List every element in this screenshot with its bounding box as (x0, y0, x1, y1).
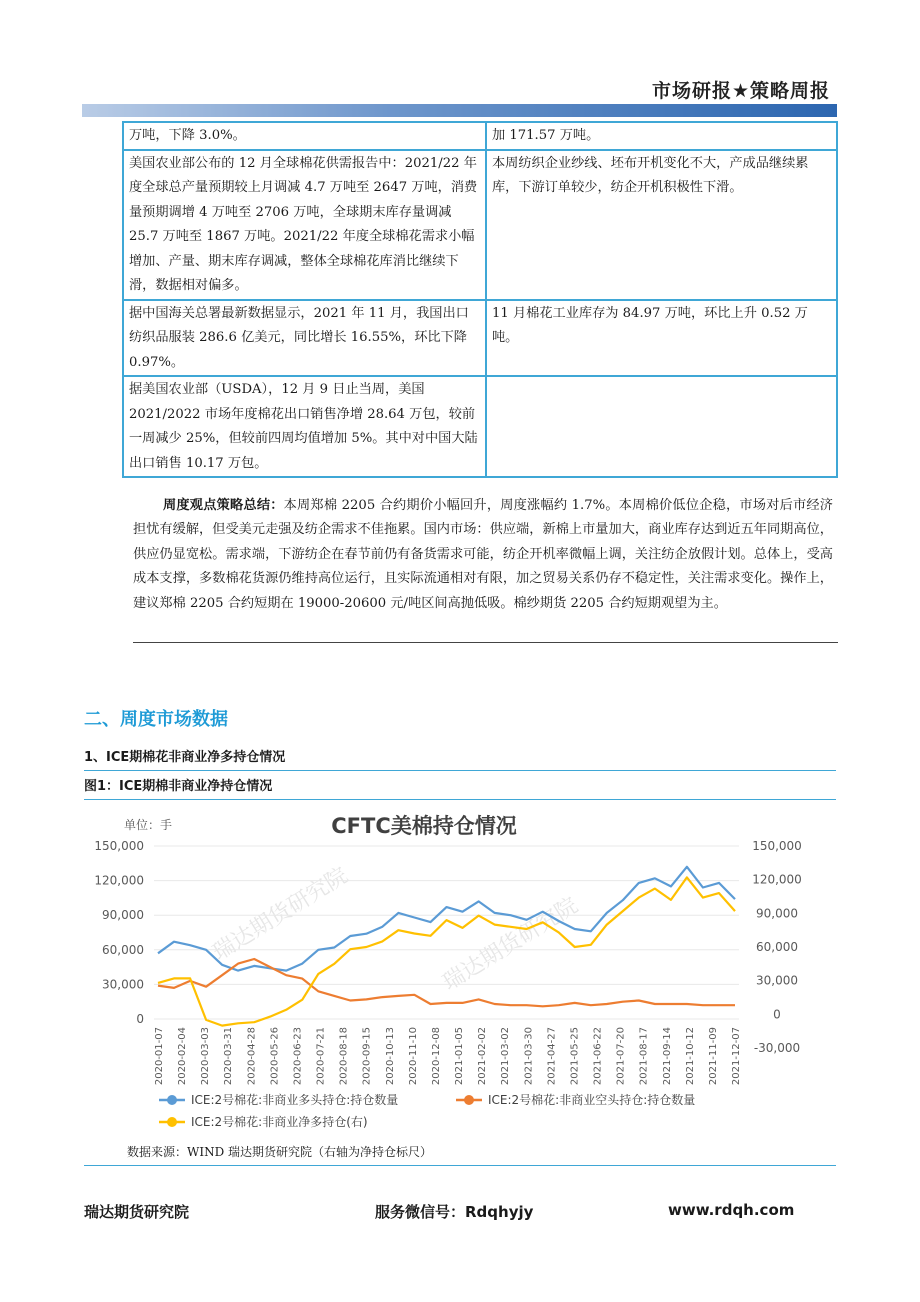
figure-caption: 图1：ICE期棉非商业净持仓情况 (84, 775, 836, 800)
legend-marker (167, 1095, 177, 1105)
right-tick-label: 60,000 (756, 940, 798, 954)
summary-text: 本周郑棉 2205 合约期价小幅回升，周度涨幅约 1.7%。本周棉价低位企稳，市场对后市经济担忧有缓解，但受美元走强及纺企需求不佳拖累。国内市场：供应端，新棉上市量加大，商业库存达到近五年同期高位，供应仍显宽松。需求端，下游纺企在春节前仍有备货需求可能，纺企开机率微幅上调，关注纺企放假计划。总体上，受高成本支撑，多数棉花货源仍维持高位运行，且实际流通相对有限，加之贸易关系仍存不稳定性，关注需求变化。操作上，建议郑棉 2205 合约短期在 19000-20600 元/吨区间高抛低吸。棉纱期货 2205 合约短期观望为主。 (133, 498, 833, 611)
section-title: 二、周度市场数据 (84, 709, 228, 730)
left-tick-label: 30,000 (102, 977, 144, 992)
right-tick-label: 150,000 (752, 839, 802, 853)
x-tick-label: 2021-08-17 (638, 1027, 650, 1086)
x-tick-label: 2021-11-09 (707, 1027, 719, 1086)
x-tick-label: 2021-06-22 (592, 1027, 604, 1086)
x-tick-label: 2020-08-18 (338, 1027, 350, 1086)
x-tick-label: 2021-03-02 (500, 1027, 512, 1086)
header-title: 市场研报★策略周报 (651, 80, 830, 102)
table-cell (486, 376, 837, 477)
chart-title: CFTC美棉持仓情况 (331, 814, 517, 838)
x-tick-label: 2021-10-12 (684, 1027, 696, 1086)
legend-label: ICE:2号棉花:非商业净多持仓(右) (191, 1115, 368, 1129)
footer-org: 瑞达期货研究院 (84, 1203, 190, 1221)
x-tick-label: 2020-03-03 (200, 1027, 212, 1086)
legend-marker (167, 1117, 177, 1127)
x-tick-label: 2021-09-14 (661, 1027, 673, 1086)
table-row (123, 376, 837, 477)
left-tick-label: 60,000 (102, 942, 144, 957)
table-cell: 美国农业部公布的 12 月全球棉花供需报告中：2021/22 年度全球总产量预期较上月调减 4.7 万吨至 2647 万吨，消费量预期调增 4 万吨至 2706 万吨，全球期末库存量调减 25.7 万吨至 1867 万吨。2021/22 年度全球棉花需求小幅增加、产量、期末库存调减，整体全球棉花库消比继续下滑，数据相对偏多。 (123, 150, 486, 300)
table-cell: 据美国农业部（USDA），12 月 9 日止当周，美国 2021/2022 市场年度棉花出口销售净增 28.64 万包，较前一周减少 25%，但较前四周均值增加 5%。其中对中国大陆出口销售 10.17 万包。 (123, 376, 486, 477)
summary-lead: 周度观点策略总结： (163, 498, 284, 513)
divider (84, 1165, 836, 1166)
x-tick-label: 2020-01-07 (154, 1027, 165, 1086)
divider (133, 642, 838, 643)
table-cell: 11 月棉花工业库存为 84.97 万吨，环比上升 0.52 万吨。 (486, 300, 837, 377)
x-tick-label: 2020-12-08 (430, 1027, 442, 1086)
x-tick-label: 2020-02-04 (177, 1027, 189, 1086)
legend-label: ICE:2号棉花:非商业多头持仓:持仓数量 (191, 1093, 399, 1107)
legend-marker (464, 1095, 474, 1105)
x-tick-label: 2021-03-30 (523, 1027, 535, 1086)
right-tick-label: 120,000 (752, 872, 802, 887)
x-tick-label: 2020-05-26 (269, 1027, 281, 1086)
x-tick-label: 2021-12-07 (731, 1027, 742, 1086)
x-tick-label: 2020-10-13 (384, 1027, 396, 1086)
footer-website[interactable]: www.rdqh.com (668, 1201, 795, 1219)
table-cell: 据中国海关总署最新数据显示，2021 年 11 月，我国出口纺织品服装 286.6 亿美元，同比增长 16.55%，环比下降 0.97%。 (123, 300, 486, 377)
table-cell: 本周纺织企业纱线、坯布开机变化不大，产成品继续累库，下游订单较少，纺企开机积极性下滑。 (486, 150, 837, 300)
watermark: 瑞达期货研究院 (438, 893, 583, 996)
header-bar (82, 104, 837, 117)
x-tick-label: 2021-07-20 (615, 1027, 627, 1086)
x-tick-label: 2021-05-25 (569, 1027, 581, 1086)
x-tick-label: 2020-07-21 (315, 1027, 327, 1086)
left-tick-label: 0 (136, 1012, 144, 1026)
subsection-title: 1、ICE期棉花非商业净多持仓情况 (84, 746, 836, 771)
table-row (123, 122, 837, 150)
x-tick-label: 2021-02-02 (477, 1027, 489, 1086)
strategy-summary (133, 494, 833, 616)
table-row (123, 150, 837, 300)
footer-wechat: 服务微信号：Rdqhyjy (375, 1203, 534, 1221)
series-line-long (158, 867, 735, 971)
watermark: 瑞达期货研究院 (208, 863, 353, 966)
right-tick-label: 0 (773, 1007, 781, 1022)
x-tick-label: 2020-09-15 (361, 1027, 373, 1086)
unit-label: 单位：手 (124, 818, 173, 832)
right-tick-label: 30,000 (756, 973, 798, 988)
x-tick-label: 2020-11-10 (407, 1027, 419, 1086)
left-tick-label: 90,000 (102, 908, 144, 923)
x-tick-label: 2020-03-31 (223, 1027, 235, 1086)
x-tick-label: 2020-04-28 (246, 1027, 258, 1086)
info-table (122, 121, 838, 478)
left-tick-label: 150,000 (94, 839, 144, 853)
legend-label: ICE:2号棉花:非商业空头持仓:持仓数量 (488, 1093, 696, 1107)
data-source: 数据来源：WIND 瑞达期货研究院（右轴为净持仓标尺） (127, 1145, 433, 1159)
right-tick-label: 90,000 (756, 906, 798, 921)
table-cell: 加 171.57 万吨。 (486, 122, 837, 150)
x-tick-label: 2021-01-05 (454, 1027, 466, 1086)
table-cell: 万吨，下降 3.0%。 (123, 122, 486, 150)
x-tick-label: 2020-06-23 (292, 1027, 304, 1086)
table-row (123, 300, 837, 377)
x-tick-label: 2021-04-27 (546, 1027, 558, 1086)
right-tick-label: -30,000 (753, 1041, 801, 1055)
left-tick-label: 120,000 (94, 873, 144, 888)
cftc-chart (84, 800, 802, 1140)
